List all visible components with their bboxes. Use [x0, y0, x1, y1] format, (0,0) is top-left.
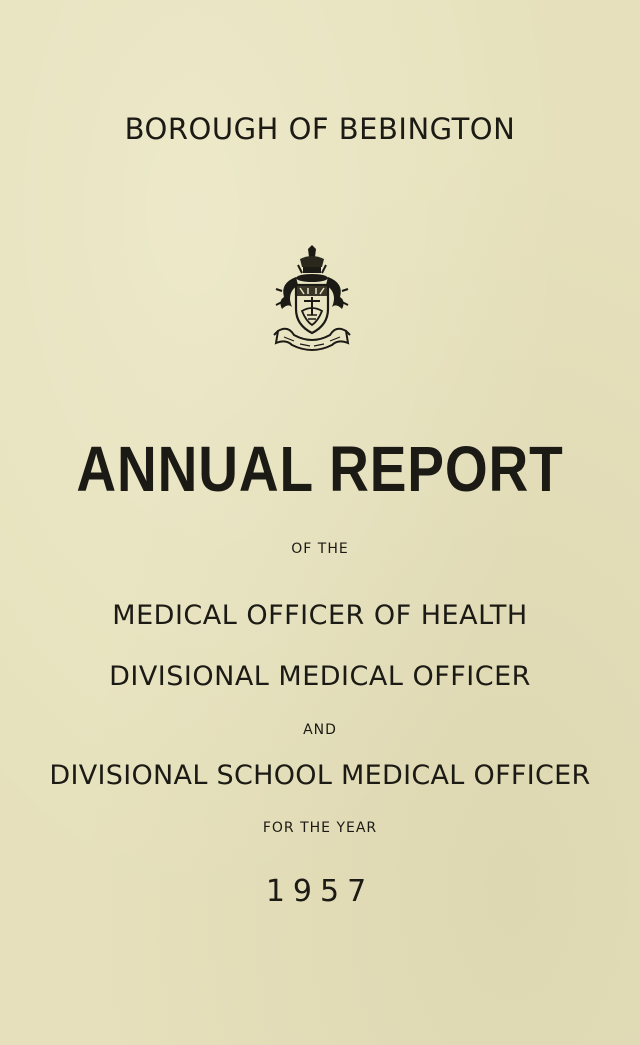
for-the-year-label: FOR THE YEAR: [262, 820, 378, 836]
of-the-label: OF THE: [291, 541, 349, 557]
and-label: AND: [303, 722, 337, 738]
borough-title: BOROUGH OF BEBINGTON: [124, 112, 516, 146]
office-divisional-medical-officer: DIVISIONAL MEDICAL OFFICER: [109, 661, 531, 692]
office-medical-officer-of-health: MEDICAL OFFICER OF HEALTH: [112, 600, 528, 631]
report-year: 1957: [265, 874, 375, 909]
office-divisional-school-medical-officer: DIVISIONAL SCHOOL MEDICAL OFFICER: [49, 760, 591, 791]
report-title: ANNUAL REPORT: [76, 433, 564, 505]
coat-of-arms-icon: [270, 245, 354, 357]
